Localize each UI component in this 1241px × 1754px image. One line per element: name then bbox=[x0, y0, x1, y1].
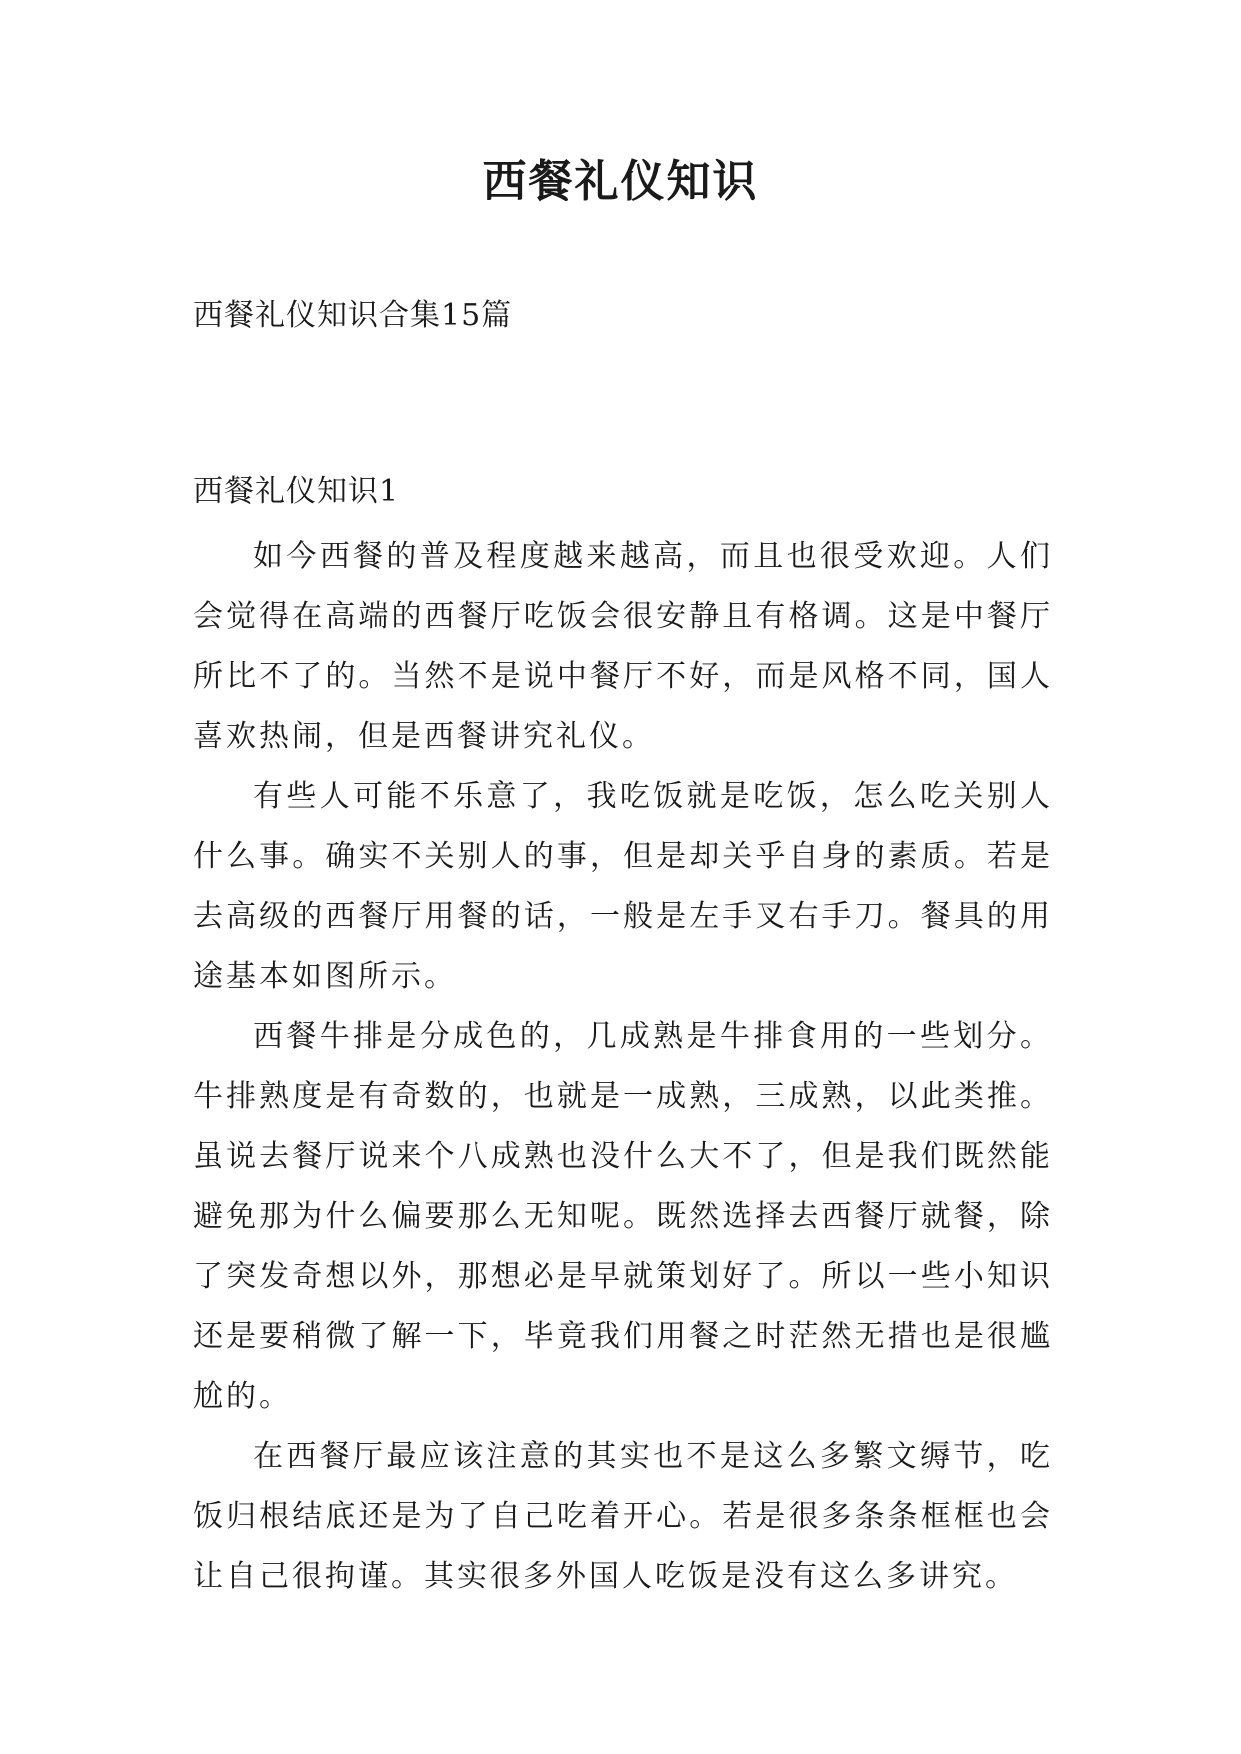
section-heading: 西餐礼仪知识1 bbox=[193, 474, 400, 509]
paragraph: 在西餐厅最应该注意的其实也不是这么多繁文缛节，吃饭归根结底还是为了自己吃着开心。若是很多条条框框也会让自己很拘谨。其实很多外国人吃饭是没有这么多讲究。 bbox=[193, 1439, 1053, 1594]
document-body bbox=[193, 527, 1053, 1607]
paragraph: 如今西餐的普及程度越来越高，而且也很受欢迎。人们会觉得在高端的西餐厅吃饭会很安静且有格调。这是中餐厅所比不了的。当然不是说中餐厅不好，而是风格不同，国人喜欢热闹，但是西餐讲究礼仪。 bbox=[193, 539, 1053, 754]
paragraph: 有些人可能不乐意了，我吃饭就是吃饭，怎么吃关别人什么事。确实不关别人的事，但是却关乎自身的素质。若是去高级的西餐厅用餐的话，一般是左手叉右手刀。餐具的用途基本如图所示。 bbox=[193, 779, 1053, 994]
paragraph: 西餐牛排是分成色的，几成熟是牛排食用的一些划分。牛排熟度是有奇数的，也就是一成熟，三成熟，以此类推。虽说去餐厅说来个八成熟也没什么大不了，但是我们既然能避免那为什么偏要那么无知呢。既然选择去西餐厅就餐，除了突发奇想以外，那想必是早就策划好了。所以一些小知识还是要稍微了解一下，毕竟我们用餐之时茫然无措也是很尴尬的。 bbox=[193, 1019, 1053, 1414]
document-title: 西餐礼仪知识 bbox=[482, 156, 759, 207]
document-subtitle: 西餐礼仪知识合集15篇 bbox=[193, 298, 513, 333]
